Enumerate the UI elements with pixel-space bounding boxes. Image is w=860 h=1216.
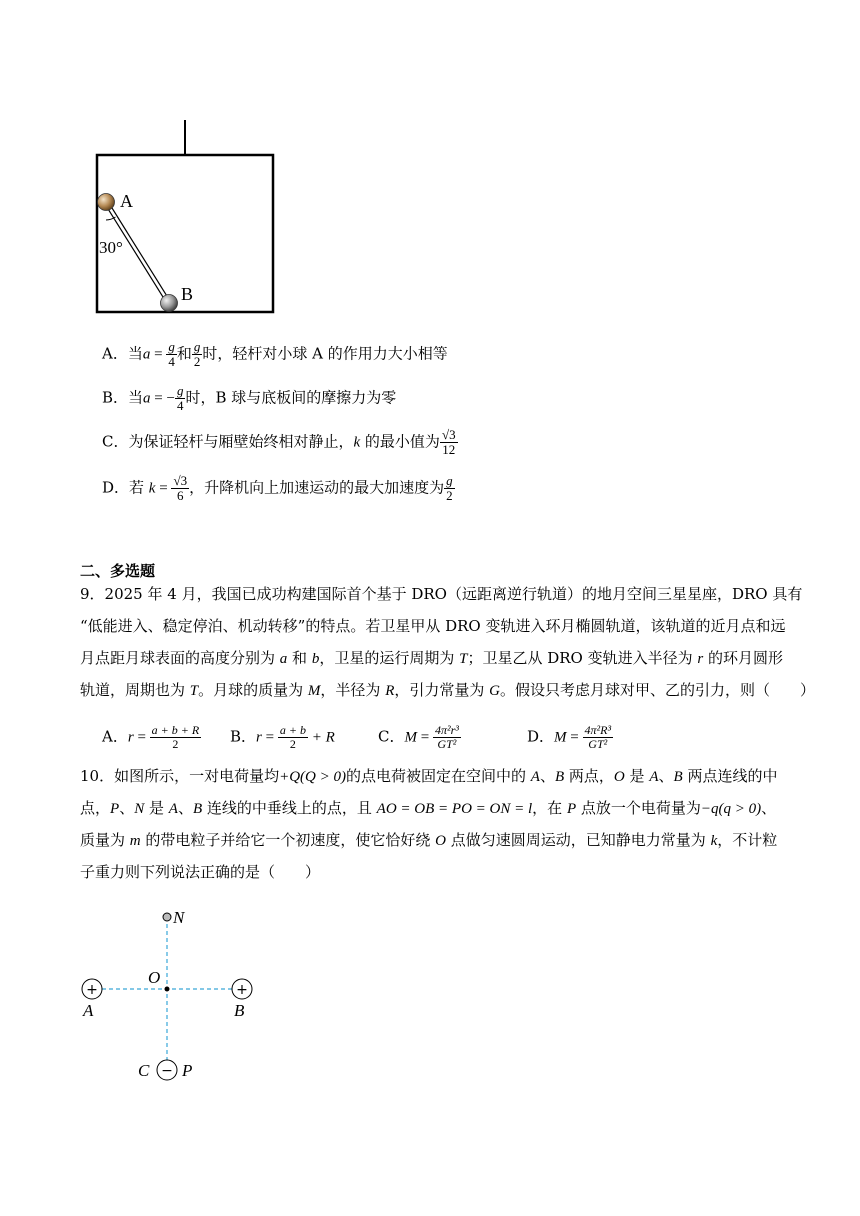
q9-option-b: B．r = $\frac{a + b}{2}$ + R (230, 723, 335, 751)
q9-line-3: 月点距月球表面的高度分别为 a 和 b，卫星的运行周期为 T；卫星乙从 DRO 变轨进入半径为 r 的环月圆形 (80, 649, 784, 667)
angle-label: 30° (99, 238, 123, 257)
q8-option-a: A．当a = $\frac{g}{4}$ 和 $\frac{g}{2}$ 时，轻杆对小球 A 的作用力大小相等 (102, 339, 448, 369)
label-a: A (120, 191, 133, 211)
label-o: O (148, 968, 161, 987)
ball-a (98, 194, 115, 211)
q8-option-b: B．当a = − $\frac{g}{4}$ 时，B 球与底板间的摩擦力为零 (102, 383, 397, 413)
q8-option-d: D．若 k = $\frac{√3}{6}$ ，升降机向上加速运动的最大加速度为 $\frac{g}{2}$ (102, 473, 453, 503)
q9-option-d: D．M = $\frac{\text{4π²R³}}{\text{GT²}}$ (527, 723, 612, 751)
svg-text:−: − (161, 1063, 173, 1079)
elevator-figure (80, 118, 290, 318)
q9-line-2: “低能进入、稳定停泊、机动转移”的特点。若卫星甲从 DRO 变轨进入环月椭圆轨道，该轨道的近月点和远 (80, 617, 786, 635)
q10-line-2: 点，P、N 是 A、B 连线的中垂线上的点，且 AO = OB = PO = ON = l，在 P 点放一个电荷量为−q(q > 0)、 (80, 799, 777, 817)
q10-line-3: 质量为 m 的带电粒子并给它一个初速度，使它恰好绕 O 点做匀速圆周运动，已知静电力常量为 k，不计粒 (80, 831, 778, 849)
label-p: P (182, 1061, 193, 1080)
charge-p (157, 1060, 177, 1080)
ball-b (161, 295, 178, 312)
label-b: B (234, 1001, 245, 1020)
svg-text:+: + (236, 982, 248, 998)
label-a: A (83, 1001, 94, 1020)
q9-option-a: A．r = $\frac{a + b + R}{2}$ (102, 723, 200, 751)
q9-option-c: C．M = $\frac{\text{4π²r³}}{\text{GT²}}$ (378, 723, 459, 751)
charge-a (82, 979, 102, 999)
q8-option-c: C．为保证轻杆与厢壁始终相对静止，k 的最小值为 $\frac{√3}{12}$ (102, 427, 456, 457)
point-o (165, 987, 170, 992)
label-b: B (181, 284, 194, 304)
point-n (163, 913, 171, 921)
label-c: C (138, 1061, 150, 1080)
svg-text:+: + (86, 982, 98, 998)
charges-figure (74, 900, 274, 1090)
charge-b (232, 979, 252, 999)
section-title: 二、多选题 (80, 562, 156, 580)
q9-line-1: 9．2025 年 4 月，我国已成功构建国际首个基于 DRO（远距离逆行轨道）的地月空间三星星座，DRO 具有 (80, 585, 803, 603)
q10-line-1: 10．如图所示，一对电荷量均+Q(Q > 0)的点电荷被固定在空间中的 A、B 两点，O 是 A、B 两点连线的中 (80, 767, 778, 785)
q9-line-4: 轨道，周期也为 T。月球的质量为 M，半径为 R，引力常量为 G。假设只考虑月球对甲、乙的引力，则（ ） (80, 681, 815, 699)
q10-line-4: 子重力则下列说法正确的是（ ） (80, 863, 321, 881)
label-n: N (173, 908, 185, 927)
